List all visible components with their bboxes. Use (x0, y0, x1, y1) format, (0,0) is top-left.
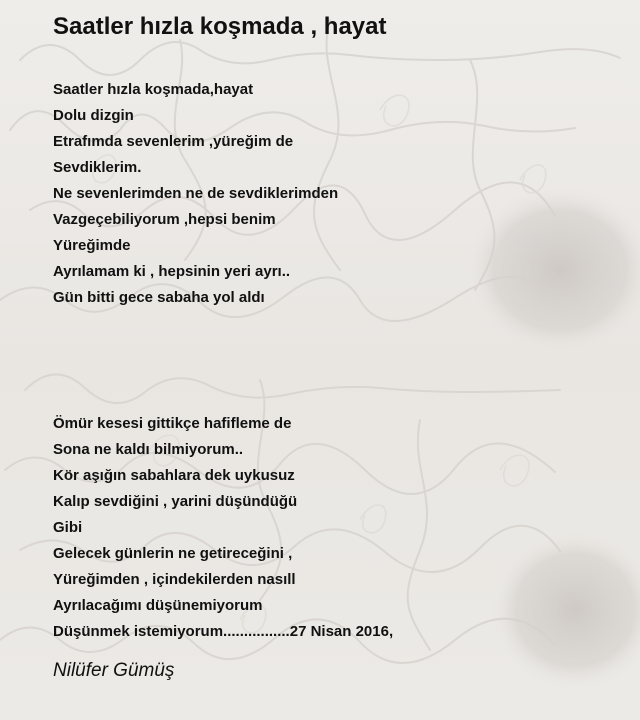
poem-line: Düşünmek istemiyorum................27 Nisan 2016, (53, 623, 394, 640)
poem-line: Kalıp sevdiğini , yarini düşündüğü (53, 493, 298, 510)
poem-line: Gün bitti gece sabaha yol aldı (53, 289, 265, 306)
poem-line: Vazgeçebiliyorum ,hepsi benim (53, 211, 276, 228)
poem-title: Saatler hızla koşmada , hayat (53, 13, 387, 40)
poem-line: Yüreğimde (53, 237, 131, 254)
poem-author: Nilüfer Gümüş (53, 660, 175, 681)
poem-line: Sona ne kaldı bilmiyorum.. (53, 441, 244, 458)
poem-line: Dolu dizgin (53, 107, 134, 124)
poem-line: Ayrılamam ki , hepsinin yeri ayrı.. (53, 263, 291, 280)
poem-line: Yüreğimden , içindekilerden nasıll (53, 571, 296, 588)
poem-line: Saatler hızla koşmada,hayat (53, 81, 254, 98)
poem-line: Kör aşığın sabahlara dek uykusuz (53, 467, 295, 484)
poem-line: Ömür kesesi gittikçe hafifleme de (53, 415, 292, 432)
poem-line: Gelecek günlerin ne getireceğini , (53, 545, 293, 562)
poem-line: Ne sevenlerimden ne de sevdiklerimden (53, 185, 339, 202)
poem-line: Sevdiklerim. (53, 159, 142, 176)
stanza-2 (53, 411, 393, 645)
poem-line: Ayrılacağımı düşünemiyorum (53, 597, 263, 614)
stanza-1 (53, 77, 338, 311)
poem-line: Etrafımda sevenlerim ,yüreğim de (53, 133, 294, 150)
poem-line: Gibi (53, 519, 83, 536)
